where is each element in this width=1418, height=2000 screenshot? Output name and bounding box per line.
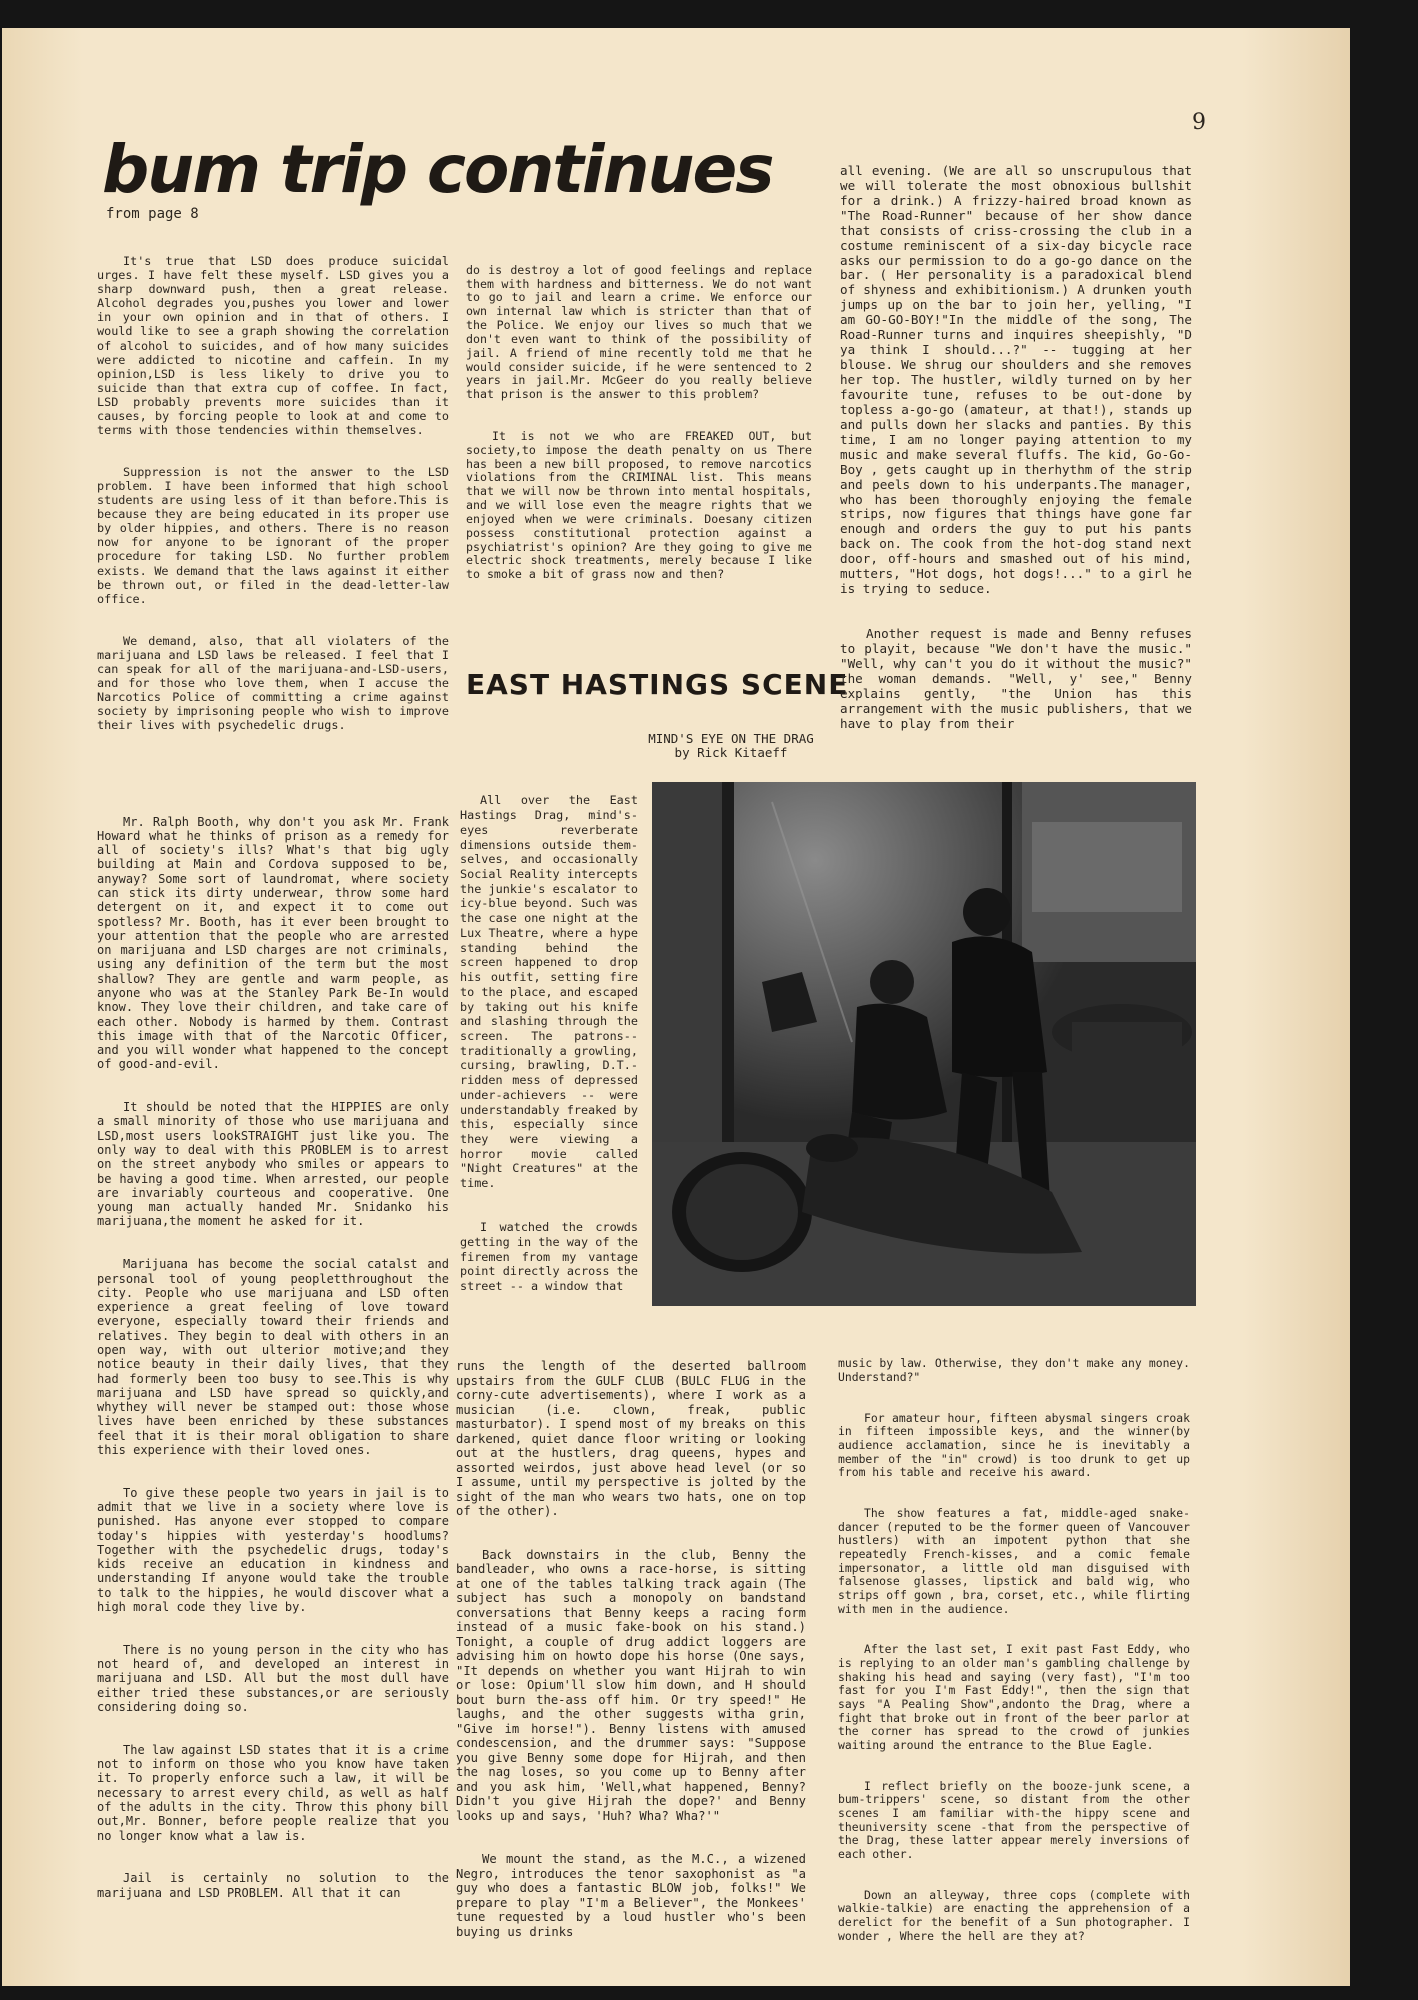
paragraph: Mr. Ralph Booth, why don't you ask Mr. Frank Howard what he thinks of prison as a remedy for all of society's ills? What's that big ugly building at Main and Cordova supposed to be, anyway? Some sort of laundromat, where society can stick its dirty underwear, throw some hard detergent on it, and expect it to come out spotless? Mr. Booth, has it ever been brought to your attention that the people who are arrested on marijuana and LSD charges are not criminals, using any definition of the term but the most shallow? They are gentle and warm people, as anyone who was at the Stanley Park Be-In would know. They love their children, and take care of each other. Nobody is harmed by them. Contrast this image with that of the Narcotic Officer, and you will wonder what happened to the concept of good-and-evil.: [97, 814, 457, 1072]
newspaper-page: [2, 28, 1350, 1986]
paragraph: For amateur hour, fifteen abysmal singers croak in fifteen impossible keys, and the winner(by audience acclamation, since he is inevitably a member of the "in" crowd) is too drunk to get up from his table and receive his award.: [838, 1410, 1197, 1480]
paragraph: Suppression is not the answer to the LSD problem. I have been informed that high school students are using less of it than before.This is because they are being educated in its proper use by older hippies, and others. There is no reason now for anyone to be ignorant of the proper procedure for taking LSD. No further problem exists. We demand that the laws against it either be thrown out, or filed in the dead-letter-law office.: [97, 465, 457, 606]
paragraph: The law against LSD states that it is a crime not to inform on those who you know have taken it. To properly enforce such a law, it will be necessary to arrest every child, as well as half of the adults in the city. Throw this phony bill out,Mr. Bonner, before people realize that you no longer know what a law is.: [97, 1742, 457, 1843]
byline-author: by Rick Kitaeff: [674, 745, 788, 760]
article-column-3-top: [840, 134, 1200, 766]
paragraph: music by law. Otherwise, they don't make any money. Understand?": [838, 1356, 1197, 1384]
paragraph: It is not we who are FREAKED OUT, but society,to impose the death penalty on us There has been a new bill proposed, to remove narcotics violations from the CRIMINAL list. This means that we will now be thrown into mental hospitals, and we will lose even the meagre rights that we enjoyed when we were criminals. Doesany citizen possess constitutional protection against a psychiatrist's opinion? Are they going to give me electric shock treatments, merely because I like to smoke a bit of grass now and then?: [466, 428, 819, 582]
article-column-1-top: [97, 226, 457, 776]
article-column-2-bottom: [456, 1330, 814, 1970]
column-beside-photo: [460, 764, 646, 1328]
paragraph: After the last set, I exit past Fast Eddy, who is replying to an older man's gambling challenge by shaking his head and saying (very fast), "I'm too fast for you I'm Fast Eddy!", then the sign that says "A Pealing Show",andonto the Drag, where a fight that broke out in front of the beer parlor at the corner has spread to the crowd of junkies waiting around the entrance to the Blue Eagle.: [838, 1642, 1197, 1752]
paragraph: runs the length of the deserted ballroom upstairs from the GULF CLUB (BULC FLUG in the corny-cute advertisements), where I work as a musician (i.e. clown, freak, public masturbator). I spend most of my breaks on this darkened, quiet dance floor writing or looking out at the hustlers, drag queens, hypes and assorted weirdos, just above head level (or so I assume, until my perspective is jolted by the sight of the man who wears two hats, one on top of the other).: [456, 1359, 814, 1518]
section-title: EAST HASTINGS SCENE: [466, 668, 849, 701]
paragraph: We mount the stand, as the M.C., a wizened Negro, introduces the tenor saxophonist as "a guy who does a fantastic BLOW job, folks!" We prepare to play "I'm a Believer", the Monkees' tune requested by a loud hustler who's been buying us drinks: [456, 1852, 814, 1939]
headline: bum trip continues: [102, 131, 773, 208]
paragraph: all evening. (We are all so unscrupulous that we will tolerate the most obnoxious bullshit for a drink.) A frizzy-haired broad known as "The Road-Runner" because of her show dance that consists of criss-crossing the club in a costume reminiscent of a six-day bicycle race asks our permission to do a go-go dance on the bar. ( Her personality is a paradoxical blend of shyness and exhibitionism.) A drunken youth jumps up on the bar to join her, yelling, "I am GO-GO-BOY!"In the middle of the song, The Road-Runner turns and inquires sheepishly, "D ya think I should...?" -- tugging at her blouse. We shrug our shoulders and she removes her top. The hustler, wildly turned on by her favourite tune, refuses to be out-done by topless a-go-go (amateur, at that!), stands up and pulls down her slacks and panties. By this time, I am no longer paying attention to my music and make several fluffs. The kid, Go-Go-Boy , gets caught up in therhythm of the strip and peels down to his underpants.The manager, who has been thoroughly enjoying the female strips, now figures that things have gone far enough and orders the guy to put his pants back on. The cook from the hot-dog stand next door, off-hours and smashed out of his mind, mutters, "Hot dogs, hot dogs!..." to a girl he is trying to seduce.: [840, 162, 1200, 597]
article-column-2-top: [466, 236, 819, 636]
byline: [636, 732, 826, 760]
paragraph: It should be noted that the HIPPIES are only a small minority of those who use marijuana and LSD,most users lookSTRAIGHT just like you. The only way to deal with this PROBLEM is to arrest on the street anybody who smiles or appears to be having a good time. When arrested, our people are invariably courteous and cooperative. One young man actually handed Mr. Snidanko his marijuana,the moment he asked for it.: [97, 1100, 457, 1229]
continued-from-note: from page 8: [106, 206, 199, 222]
paragraph: Marijuana has become the social catalst and personal tool of young peopletthroughout the city. People who use marijuana and LSD often experience a great feeling of love toward everyone, especially toward their friends and relatives. They begin to deal with others in an open way, with out ulterior motive;and they notice beauty in their daily lives, that they had formerly been too busy to see.This is why marijuana and LSD have spread so quickly,and whythey will never be stamped out: those whose lives have been enriched by these substances feel that it is their moral obligation to share this experience with their loved ones.: [97, 1257, 457, 1457]
paragraph: There is no young person in the city who has not heard of, and developed an interest in marijuana and LSD. All but the most dull have either tried these substances,or are seriously considering doing so.: [97, 1642, 457, 1714]
paragraph: It's true that LSD does produce suicidal urges. I have felt these myself. LSD gives you a sharp downward push, then a great release. Alcohol degrades you,pushes you lower and lower in your own opinion and in that of others. I would like to see a graph showing the correlation of alcohol to suicides, and of how many suicides were addicted to nicotine and caffein. In my opinion,LSD is less likely to drive you to suicide than that extra cup of coffee. In fact, LSD probably prevents more suicides than it causes, by forcing people to look at and come to terms with those tendencies within themselves.: [97, 254, 457, 437]
paragraph: Jail is certainly no solution to the marijuana and LSD PROBLEM. All that it can: [97, 1871, 457, 1900]
byline-title: MIND'S EYE ON THE DRAG: [648, 731, 814, 746]
paragraph: Another request is made and Benny refuses to playit, because "We don't have the music." "Well, why can't you do it without the music?" the woman demands. "Well, y' see," Benny explains gently, "the Union has this arrangement with the music publishers, that we have to play from their: [840, 625, 1200, 731]
paragraph: do is destroy a lot of good feelings and replace them with hardness and bitterness. We do not want to go to jail and learn a crime. We enforce our own internal law which is stricter than that of the Police. We enjoy our lives so much that we don't even want to think of the possibility of jail. A friend of mine recently told me that he would consider suicide, if he were sentenced to 2 years in jail.Mr. McGeer do you really believe that prison is the answer to this problem?: [466, 262, 819, 402]
street-scene-photo: [652, 782, 1196, 1306]
paragraph: I reflect briefly on the booze-junk scene, a bum-trippers' scene, so distant from the other scenes I am familiar with-the hippy scene and theuniversity scene -that from the perspective of the Drag, these latter appear merely inversions of each other.: [838, 1778, 1197, 1861]
page-number: 9: [1192, 110, 1206, 135]
article-column-3-bottom: [838, 1330, 1197, 1970]
paragraph: We demand, also, that all violaters of the marijuana and LSD laws be released. I feel that I can speak for all of the marijuana-and-LSD-users, and for those who love them, when I accuse the Narcotics Police of committing a crime against society by imprisoning people who wish to improve their lives with psychedelic drugs.: [97, 633, 457, 733]
paragraph: Down an alleyway, three cops (complete with walkie-talkie) are enacting the apprehension of a derelict for the benefit of a Sun photographer. I wonder , Where the hell are they at?: [838, 1887, 1197, 1943]
paragraph: The show features a fat, middle-aged snake-dancer (reputed to be the former queen of Vancouver hustlers) with an impotent python that she repeatedly French-kisses, and a comic female impersonator, a little old man disguised with falsenose glasses, lipstick and bald wig, who strips off gown , bra, corset, etc., while flirting with men in the audience.: [838, 1506, 1197, 1616]
street-scene-illustration: [652, 782, 1196, 1306]
paragraph: I watched the crowds getting in the way of the firemen from my vantage point directly across the street -- a window that: [460, 1220, 646, 1294]
paragraph: Back downstairs in the club, Benny the bandleader, who owns a race-horse, is sitting at one of the tables talking track again (The subject has such a monopoly on bandstand conversations that Benny keeps a racing form instead of a music fake-book on his stand.) Tonight, a couple of drug addict loggers are advising him on howto dope his horse (One says, "It depends on whether you want Hijrah to win or lose: Opium'll slow him down, and H should bout burn the-ass off him. Or try speed!" He laughs, and the other suggests witha grin, "Give im horse!"). Benny listens with amused condescension, and the drummer says: "Suppose you give Benny some dope for Hijrah, and then the nag loses, so you come up to Benny after and you ask him, 'Well,what happened, Benny?Didn't you give Hijrah the dope?' and Benny looks up and says, 'Huh? Wha? Wha?'": [456, 1547, 814, 1823]
paragraph: All over the East Hastings Drag, mind's-eyes reverberate dimensions outside them-selves, and occasionally Social Reality intercepts the junkie's escalator to icy-blue beyond. Such was the case one night at the Lux Theatre, where a hype standing behind the screen happened to drop his outfit, setting fire to the place, and escaped by taking out his knife and slashing through the screen. The patrons-- traditionally a growling, cursing, brawling, D.T.-ridden mess of depressed under-achievers -- were understandably freaked by this, especially since they were viewing a horror movie called "Night Creatures" at the time.: [460, 793, 646, 1191]
article-column-1-bottom: [97, 786, 457, 1946]
paragraph: To give these people two years in jail is to admit that we live in a society where love is punished. Has anyone ever stopped to compare today's hippies with yesterday's hoodlums? Together with the psychedelic drugs, today's kids receive an education in kindness and understanding If anyone would take the trouble to talk to the hippies, he would discover what a high moral code they live by.: [97, 1485, 457, 1615]
